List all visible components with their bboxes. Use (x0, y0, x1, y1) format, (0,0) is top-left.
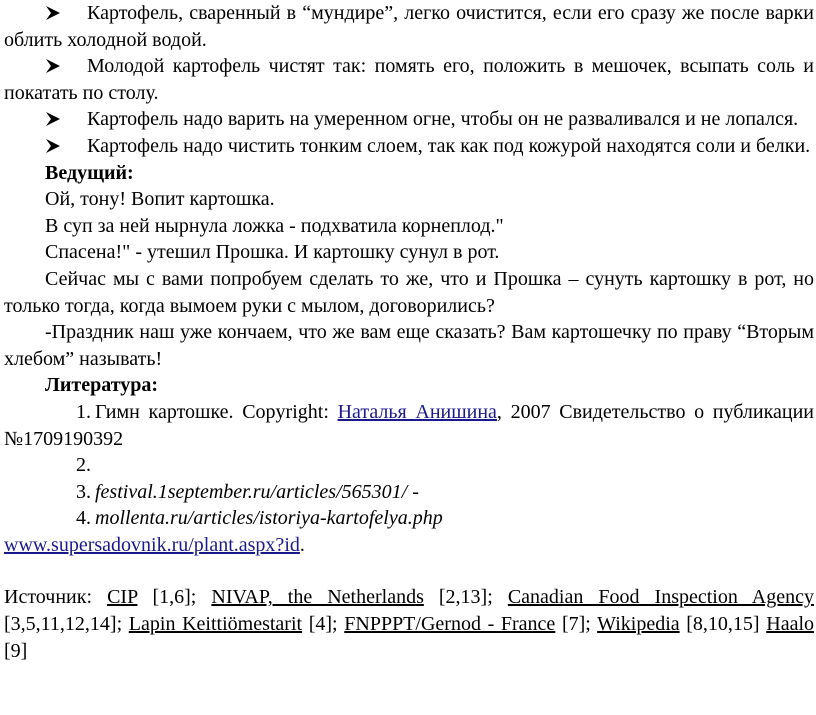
list-number: 2. (76, 454, 91, 477)
supersadovnik-line (4, 532, 814, 559)
source-link-fnpppt[interactable]: FNPPPT/Gernod - France (344, 613, 556, 636)
bullet-item (4, 106, 814, 133)
source-refs: [2,13]; (423, 586, 508, 609)
bullet-text: Картофель, сваренный в “мундире”, легко очистится, если его сразу же после варки облить холодной водой. (4, 2, 814, 51)
source-refs: [1,6]; (137, 586, 212, 609)
supersadovnik-link[interactable]: www.supersadovnik.ru/plant.aspx?id (4, 533, 300, 556)
source-link-cfia[interactable]: Canadian Food Inspection Agency (507, 586, 814, 609)
host-line: Спасена!" - утешил Прошка. И картошку сунул в рот. (45, 241, 500, 264)
literature-item-3 (4, 479, 814, 506)
source-refs: [3,5,11,12,14]; (4, 613, 129, 636)
literature-text: Гимн картошке. Copyright: (95, 400, 338, 423)
host-line: Сейчас мы с вами попробуем сделать то же, что и Прошка – сунуть картошку в рот, но только тогда, когда вымоем руки с мылом, договорились? (4, 267, 814, 317)
literature-item-2 (4, 452, 814, 479)
source-refs: [8,10,15] (679, 613, 767, 636)
arrowhead-bullet-icon (45, 53, 87, 80)
document (4, 0, 814, 664)
source-link-cip[interactable]: CIP (107, 586, 138, 609)
host-line: -Праздник наш уже кончаем, что же вам еще сказать? Вам картошечку по праву “Вторым хлебом” называть! (4, 321, 814, 370)
literature-url-text: festival.1september.ru/articles/565301/ - (95, 480, 419, 503)
period: . (299, 533, 305, 556)
bullet-item (4, 53, 814, 106)
literature-heading (4, 372, 814, 399)
list-number: 1. (76, 400, 91, 423)
source-refs: [9] (4, 639, 28, 662)
source-link-lapin[interactable]: Lapin Keittiömestarit (128, 613, 303, 636)
bullet-item (4, 0, 814, 53)
host-heading-text: Ведущий: (45, 161, 134, 184)
bullet-text: Молодой картофель чистят так: помять его, положить в мешочек, всыпать соль и покатать по столу. (4, 55, 814, 104)
literature-url-text: mollenta.ru/articles/istoriya-kartofelya.php (95, 507, 443, 530)
source-line (4, 584, 814, 664)
host-line: В суп за ней нырнула ложка - подхватила корнеплод." (45, 214, 504, 237)
literature-item-1 (4, 399, 814, 452)
bullet-item (4, 133, 814, 160)
arrowhead-bullet-icon (45, 106, 87, 133)
arrowhead-bullet-icon (45, 133, 87, 160)
list-number: 3. (76, 480, 91, 503)
literature-heading-text: Литература: (45, 374, 159, 397)
bullet-text: Картофель надо варить на умеренном огне, чтобы он не разваливался и не лопался. (87, 108, 799, 131)
literature-item-4 (4, 505, 814, 532)
host-line: Ой, тону! Вопит картошка. (45, 188, 275, 211)
source-refs: [4]; (302, 613, 345, 636)
host-heading (4, 160, 814, 187)
source-link-haalo[interactable]: Haalo (766, 613, 815, 636)
bullet-text: Картофель надо чистить тонким слоем, так как под кожурой находятся соли и белки. (87, 134, 811, 157)
literature-text: , 2007 Свидетельство о публикации №1709190392 (4, 400, 814, 450)
source-link-nivap[interactable]: NIVAP, the Netherlands (211, 586, 424, 609)
source-link-wikipedia[interactable]: Wikipedia (597, 613, 680, 636)
spacer (4, 558, 814, 584)
arrowhead-bullet-icon (45, 0, 87, 27)
source-label: Источник: (4, 586, 108, 609)
author-link[interactable]: Наталья Анишина (337, 400, 497, 423)
source-refs: [7]; (555, 613, 598, 636)
list-number: 4. (76, 507, 91, 530)
